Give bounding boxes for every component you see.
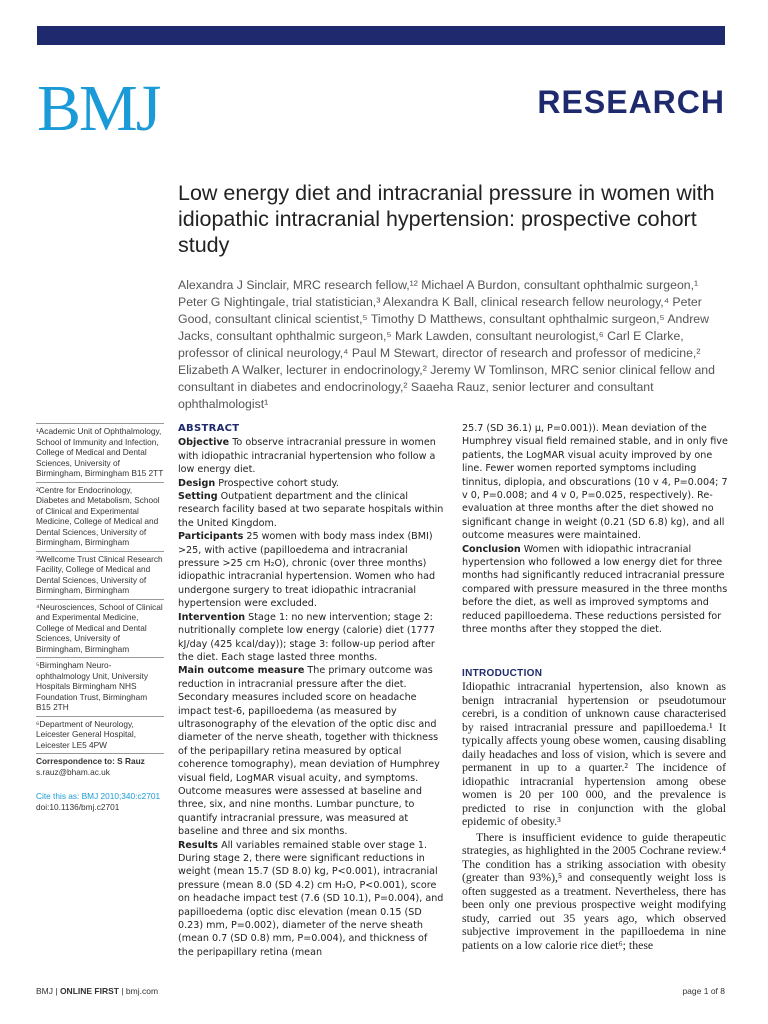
bmj-logo: BMJ — [37, 72, 160, 145]
doi-link[interactable]: doi:10.1136/bmj.c2701 — [36, 801, 120, 812]
abstract-objective — [178, 436, 446, 476]
footer-site-link[interactable]: bmj.com — [125, 986, 159, 996]
abstract-column-right — [462, 422, 728, 637]
abstract-outcome — [178, 664, 446, 838]
affiliation: ¹Academic Unit of Ophthalmology, School of Immunity and Infection, College of Medical and Dental Sciences, University of Birmingham, Birmingham B15 2TT — [36, 423, 164, 482]
abstract-label: Main outcome measure — [178, 665, 305, 677]
affiliation: ³Wellcome Trust Clinical Research Facility, College of Medical and Dental Sciences, University of Birmingham, Birmingham — [36, 551, 164, 599]
abstract-text: Stage 1: no new intervention; stage 2: nutritionally complete low energy (calorie) diet (1777 kJ/day (425 kcal/day)); stage 3: follow-up period after the diet. Each stage lasted three months. — [178, 611, 435, 663]
cite-text: Cite this as: BMJ 2010;340:c2701 — [36, 791, 161, 801]
correspondence-email[interactable]: s.rauz@bham.ac.uk — [36, 766, 110, 777]
abstract-participants — [178, 530, 446, 610]
abstract-label: Setting — [178, 491, 218, 503]
abstract-results-continued: 25.7 (SD 36.1) μ, P=0.001)). Mean deviation of the Humphrey visual field remained stable, and in only five patients, the LogMAR visual acuity improved by one line. Fewer women reported symptoms including tinnitus, diplopia, and obscurations (10 v 4, P=0.004; 7 v 0, P=0.008; and 4 v 0, P=0.025, respectively). Re-evaluation at three months after the diet showed no significant change in weight (0.21 (SD 6.8) kg), and all outcome measures were maintained. — [462, 423, 728, 542]
affiliations-column — [36, 423, 164, 812]
abstract-design — [178, 477, 446, 490]
introduction-paragraph: Idiopathic intracranial hypertension, also known as benign intracranial hypertension or pseudotumour cerebri, is a condition of unknown cause characterised by raised intracranial pressure and papilloedema.¹ It typically affects young obese women, causing disabling daily headaches and loss of vision, which is severe and permanent in up to a quarter.² The incidence of idiopathic intracranial hypertension among obese women is 20 per 100 000, and the prevalence is predicted to rise in conjunction with the global epidemic of obesity.³ — [462, 679, 726, 828]
abstract-text: The primary outcome was reduction in intracranial pressure after the diet. Secondary measures included score on headache impact test-6, papilloedema (as measured by ultrasonography of the elevation of the optic disc and diameter of the nerve sheath, together with thickness of the peripapillary retina measured by optical coherence tomography), mean deviation of Humphrey visual field, LogMAR visual acuity, and symptoms. Outcome measures were assessed at baseline and three, six, and nine months. Lumbar puncture, to quantify intracranial pressure, was measured at baseline and three and six months. — [178, 665, 440, 838]
abstract-label: Design — [178, 477, 216, 489]
footer-journal-name: BMJ — [36, 986, 53, 996]
section-label: RESEARCH — [537, 84, 725, 120]
introduction-section — [462, 668, 726, 952]
affiliation: ⁵Birmingham Neuro-ophthalmology Unit, University Hospitals Birmingham NHS Foundation Trust, Birmingham B15 2TH — [36, 657, 164, 716]
abstract-label: Objective — [178, 437, 230, 449]
abstract-intervention — [178, 611, 446, 665]
correspondence-label: Correspondence to: S Rauz — [36, 756, 145, 766]
abstract-label: Participants — [178, 531, 244, 543]
abstract-text: All variables remained stable over stage 1. During stage 2, there were significant reductions in weight (mean 15.7 (SD 8.0) kg, P<0.001), intracranial pressure (mean 8.0 (SD 4.2) cm H₂O, P<0.001), score on headache impact test (7.6 (SD 10.1), P=0.004), and papilloedema (optic disc elevation (mean 0.15 (SD 0.23) mm, P=0.002), diameter of the nerve sheath (mean 0.7 (SD 0.8) mm, P=0.004), and thickness of the peripapillary retina (mean — [178, 839, 444, 958]
footer-journal — [36, 986, 158, 996]
correspondence — [36, 753, 164, 777]
footer-separator: | — [118, 986, 126, 996]
abstract-text: Prospective cohort study. — [215, 477, 339, 489]
abstract-text: Outpatient department and the clinical research facility based at two separate hospitals within the United Kingdom. — [178, 491, 444, 529]
page-number: page 1 of 8 — [682, 986, 725, 996]
abstract-text: 25 women with body mass index (BMI) >25, with active (papilloedema and intracranial pressure >25 cm H₂O), chronic (over three months) idiopathic intracranial hypertension. Women who had undergone surgery to treat idiopathic intracranial hypertension were excluded. — [178, 531, 436, 610]
abstract-results — [178, 839, 446, 960]
abstract-text: To observe intracranial pressure in women with idiopathic intracranial hypertension who follow a low energy diet. — [178, 437, 436, 476]
introduction-paragraph: There is insufficient evidence to guide therapeutic strategies, as highlighted in the 2005 Cochrane review.⁴ The condition has a striking association with obesity (greater than 93%),⁵ and consequently weight loss is often suggested as a treatment. Nevertheless, there has been only one previous prospective weight modifying study, carried out 35 years ago, which observed subjective improvement in the papilloedema in nine patients on a low calorie rice diet⁶; these — [462, 829, 726, 952]
affiliation: ²Centre for Endocrinology, Diabetes and Metabolism, School of Clinical and Experimental Medicine, College of Medical and Dental Sciences, University of Birmingham, Birmingham — [36, 482, 164, 551]
article-title: Low energy diet and intracranial pressure in women with idiopathic intracranial hypertension: prospective cohort study — [178, 181, 715, 257]
abstract-label: Results — [178, 839, 219, 851]
footer-online-first: ONLINE FIRST — [59, 986, 119, 996]
affiliation: ⁶Department of Neurology, Leicester General Hospital, Leicester LE5 4PW — [36, 716, 164, 754]
footer-separator: | — [53, 986, 60, 996]
abstract-label: Conclusion — [462, 543, 521, 555]
abstract-column-left — [178, 422, 446, 959]
abstract-label: Intervention — [178, 611, 246, 623]
author-list: Alexandra J Sinclair, MRC research fellow,¹² Michael A Burdon, consultant ophthalmic surgeon,¹ Peter G Nightingale, trial statistician,³ Alexandra K Ball, clinical research fellow neurology,⁴ Peter Good, consultant clinical scientist,⁵ Timothy D Matthews, consultant ophthalmic surgeon,⁵ Andrew Jacks, consultant ophthalmic surgeon,⁵ Mark Lawden, consultant neurologist,⁶ Carl E Clarke, professor of clinical neurology,⁴ Paul M Stewart, director of research and professor of medicine,² Elizabeth A Walker, lecturer in endocrinology,² Jeremy W Tomlinson, MRC senior clinical fellow and consultant in diabetes and endocrinology,² Saaeha Rauz, senior lecturer and consultant ophthalmologist¹ — [178, 278, 715, 411]
cite-block — [36, 791, 164, 812]
abstract-conclusion — [462, 543, 728, 637]
abstract-heading: ABSTRACT — [178, 423, 240, 434]
abstract-text: Women with idiopathic intracranial hypertension who followed a low energy diet for three months had significantly reduced intracranial pressure compared with pressure measured in the three months before the diet, as well as improved symptoms and reduced papilloedema. These reductions persisted for three months after they stopped the diet. — [462, 543, 728, 636]
affiliation: ⁴Neurosciences, School of Clinical and Experimental Medicine, College of Medical and Dental Sciences, University of Birmingham, Birmingham — [36, 599, 164, 658]
introduction-heading: INTRODUCTION — [462, 668, 543, 679]
header-bar — [37, 26, 725, 45]
abstract-setting — [178, 490, 446, 530]
